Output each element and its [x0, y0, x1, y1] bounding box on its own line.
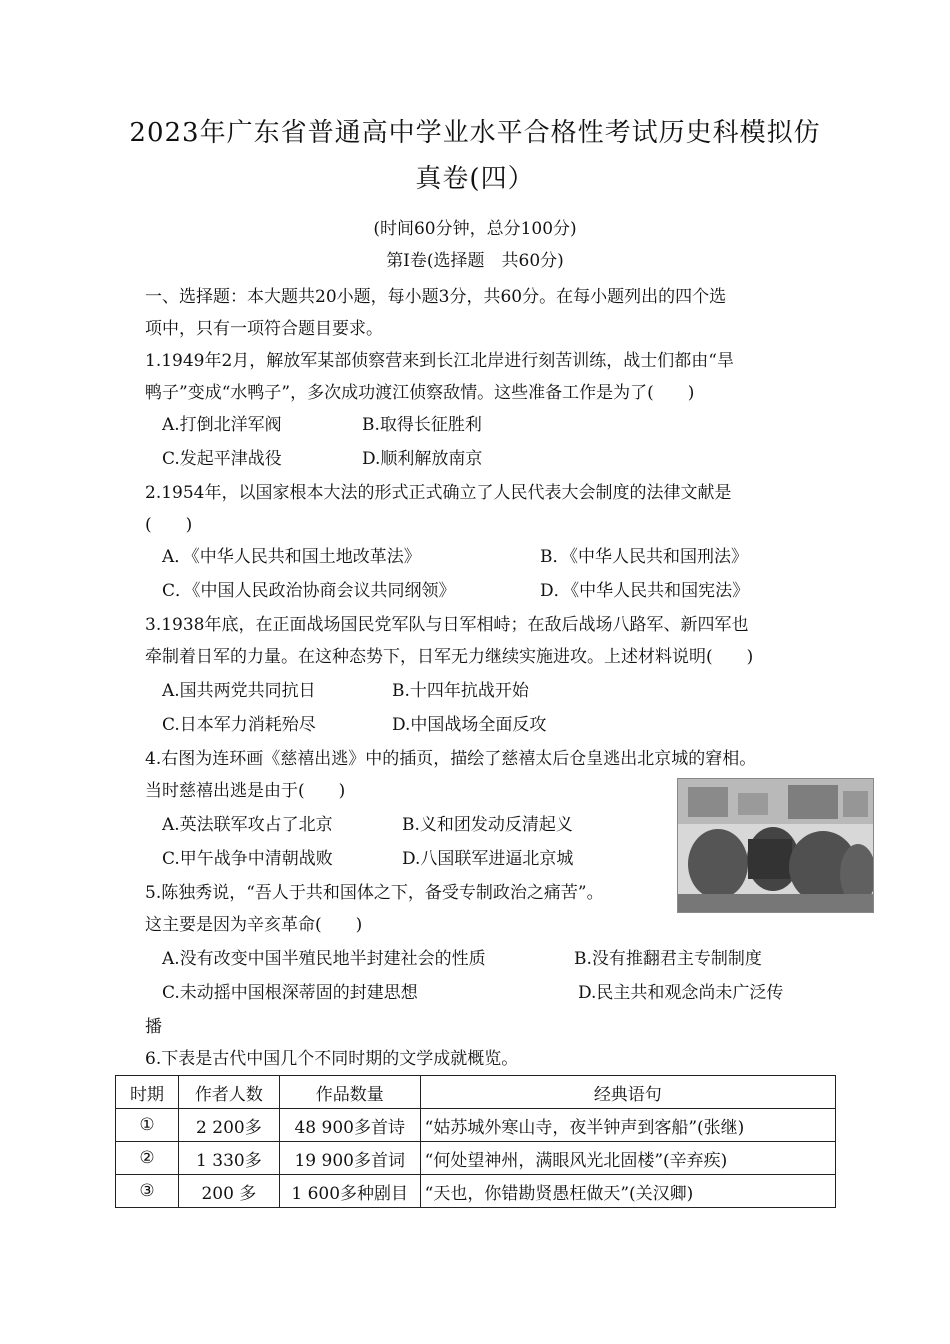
cell-author-count: 200 多: [178, 1175, 279, 1208]
q2-option-c[interactable]: C．《中国人民政治协商会议共同纲领》: [162, 581, 456, 601]
cell-classic-lines: “何处望神州，满眼风光北固楼”(辛弃疾): [420, 1142, 835, 1175]
question-6-line: 6.下表是古代中国几个不同时期的文学成就概览。: [145, 1049, 519, 1069]
cell-period: ②: [116, 1142, 179, 1175]
table-row: [116, 1142, 836, 1175]
q5-option-d-wrap: 播: [145, 1017, 162, 1037]
question-3-line: 3.1938年底，在正面战场国民党军队与日军相峙；在敌后战场八路军、新四军也: [145, 615, 749, 635]
q1-option-a[interactable]: A.打倒北洋军阀: [162, 415, 282, 435]
q5-option-b[interactable]: B.没有推翻君主专制制度: [574, 949, 762, 969]
question-5-line: 这主要是因为辛亥革命( ): [145, 915, 363, 935]
q4-option-c[interactable]: C.甲午战争中清朝战败: [162, 849, 333, 869]
q1-option-d[interactable]: D.顺利解放南京: [362, 449, 483, 469]
cell-work-count: 19 900多首词: [279, 1142, 420, 1175]
q4-option-b[interactable]: B.义和团发动反清起义: [402, 815, 573, 835]
q3-option-d[interactable]: D.中国战场全面反攻: [392, 715, 547, 735]
instructions-line: 一、选择题：本大题共20小题，每小题3分，共60分。在每小题列出的四个选: [145, 287, 727, 307]
cell-author-count: 1 330多: [178, 1142, 279, 1175]
table-header-row: [116, 1076, 836, 1109]
cell-work-count: 1 600多种剧目: [279, 1175, 420, 1208]
q5-option-c[interactable]: C.未动摇中国根深蒂固的封建思想: [162, 983, 418, 1003]
cell-period: ①: [116, 1109, 179, 1142]
cixi-escape-illustration: [677, 778, 874, 913]
q5-option-a[interactable]: A.没有改变中国半殖民地半封建社会的性质: [162, 949, 486, 969]
table-row: [116, 1175, 836, 1208]
cell-classic-lines: “天也，你错勘贤愚枉做天”(关汉卿): [420, 1175, 835, 1208]
illustration-drawing: [678, 779, 873, 912]
question-4-line: 当时慈禧出逃是由于( ): [145, 781, 346, 801]
cell-period: ③: [116, 1175, 179, 1208]
q1-option-c[interactable]: C.发起平津战役: [162, 449, 282, 469]
header-author-count: 作者人数: [178, 1076, 279, 1109]
question-3-line: 牵制着日军的力量。在这种态势下，日军无力继续实施进攻。上述材料说明( ): [145, 647, 754, 667]
header-period: 时期: [116, 1076, 179, 1109]
time-info: (时间60分钟，总分100分): [373, 219, 577, 239]
question-1-line: 鸭子”变成“水鸭子”，多次成功渡江侦察敌情。这些准备工作是为了( ): [145, 383, 695, 403]
document-title-line2: 真卷(四）: [415, 164, 535, 194]
q3-option-b[interactable]: B.十四年抗战开始: [392, 681, 529, 701]
question-4-line: 4.右图为连环画《慈禧出逃》中的插页，描绘了慈禧太后仓皇逃出北京城的窘相。: [145, 749, 757, 769]
question-5-line: 5.陈独秀说，“吾人于共和国体之下，备受专制政治之痛苦”。: [145, 883, 604, 903]
cell-work-count: 48 900多首诗: [279, 1109, 420, 1142]
header-work-count: 作品数量: [279, 1076, 420, 1109]
cell-classic-lines: “姑苏城外寒山寺，夜半钟声到客船”(张继): [420, 1109, 835, 1142]
q2-option-d[interactable]: D．《中华人民共和国宪法》: [540, 581, 750, 601]
q5-option-d[interactable]: D.民主共和观念尚未广泛传: [578, 983, 784, 1003]
section-heading: 第Ⅰ卷(选择题 共60分): [386, 251, 564, 271]
cell-author-count: 2 200多: [178, 1109, 279, 1142]
literature-table: [115, 1075, 836, 1208]
table-row: [116, 1109, 836, 1142]
question-2-line: ( ): [145, 515, 193, 535]
question-1-line: 1.1949年2月，解放军某部侦察营来到长江北岸进行刻苦训练，战士们都由“旱: [145, 351, 734, 371]
header-classic-lines: 经典语句: [420, 1076, 835, 1109]
q2-option-b[interactable]: B．《中华人民共和国刑法》: [540, 547, 748, 567]
instructions-line: 项中，只有一项符合题目要求。: [145, 319, 383, 339]
q4-option-a[interactable]: A.英法联军攻占了北京: [162, 815, 333, 835]
q2-option-a[interactable]: A．《中华人民共和国土地改革法》: [162, 547, 421, 567]
q4-option-d[interactable]: D.八国联军进逼北京城: [402, 849, 574, 869]
document-title-line1: 2023年广东省普通高中学业水平合格性考试历史科模拟仿: [129, 118, 821, 148]
q3-option-a[interactable]: A.国共两党共同抗日: [162, 681, 316, 701]
q1-option-b[interactable]: B.取得长征胜利: [362, 415, 482, 435]
question-2-line: 2.1954年，以国家根本大法的形式正式确立了人民代表大会制度的法律文献是: [145, 483, 732, 503]
q3-option-c[interactable]: C.日本军力消耗殆尽: [162, 715, 316, 735]
